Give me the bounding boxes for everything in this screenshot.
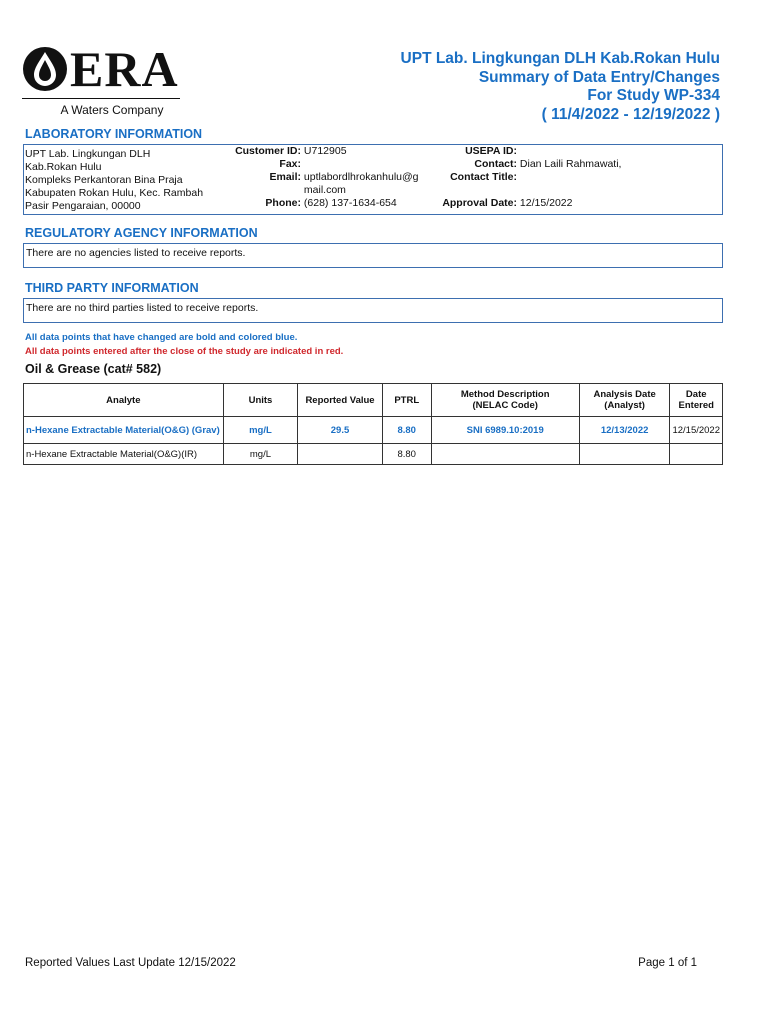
era-logo [22, 41, 182, 117]
address-line: Kab.Rokan Hulu [25, 161, 102, 173]
cell-ptrl: 8.80 [382, 417, 431, 444]
cell-units: mg/L [223, 444, 298, 465]
note-late: All data points entered after the close of the study are indicated in red. [25, 346, 344, 357]
third-party-text: There are no third parties listed to receive reports. [26, 302, 259, 314]
cell-analyte: n-Hexane Extractable Material(O&G) (Grav) [24, 417, 224, 444]
email-cont: mail.com [303, 184, 346, 196]
note-changed: All data points that have changed are bold and colored blue. [25, 332, 298, 343]
col-analysis-l1: Analysis Date [593, 389, 656, 400]
cell-ptrl: 8.80 [382, 444, 431, 465]
email: uptlabordlhrokanhulu@g [303, 171, 419, 183]
lab-address [25, 148, 235, 213]
lab-contact-col [224, 145, 434, 210]
third-party-box [23, 298, 723, 323]
footer-page-number: Page 1 of 1 [638, 957, 697, 969]
approval-date: 12/15/2022 [519, 197, 573, 209]
regulatory-text: There are no agencies listed to receive reports. [26, 247, 246, 259]
regulatory-heading: REGULATORY AGENCY INFORMATION [25, 226, 258, 240]
customer-id: U712905 [303, 145, 347, 157]
col-analyte: Analyte [24, 384, 224, 417]
col-entered [670, 384, 723, 417]
phone-label: Phone: [265, 197, 301, 209]
cell-analysis: 12/13/2022 [579, 417, 670, 444]
col-method-l1: Method Description [460, 389, 550, 400]
col-method-l2: (NELAC Code) [472, 400, 538, 411]
col-analysis [579, 384, 670, 417]
cell-reported [298, 444, 383, 465]
title-line-1: UPT Lab. Lingkungan DLH Kab.Rokan Hulu [400, 50, 720, 67]
footer-last-update: Reported Values Last Update 12/15/2022 [25, 957, 236, 969]
cell-units: mg/L [223, 417, 298, 444]
cell-analysis [579, 444, 670, 465]
email-label: Email: [269, 171, 301, 183]
address-line: Pasir Pengaraian, 00000 [25, 200, 141, 212]
third-party-heading: THIRD PARTY INFORMATION [25, 281, 199, 295]
cell-entered: 12/15/2022 [670, 417, 723, 444]
contact-label: Contact: [474, 158, 517, 170]
title-line-4: ( 11/4/2022 - 12/19/2022 ) [541, 105, 720, 123]
cell-entered [670, 444, 723, 465]
logo-subtitle: A Waters Company [60, 103, 164, 117]
title-line-3: For Study WP-334 [587, 87, 720, 104]
address-line: Kabupaten Rokan Hulu, Kec. Rambah [25, 187, 204, 199]
table-row [24, 444, 723, 465]
cell-method [431, 444, 579, 465]
phone: (628) 137-1634-654 [303, 197, 397, 209]
study-title: Oil & Grease (cat# 582) [25, 362, 162, 376]
cell-reported: 29.5 [298, 417, 383, 444]
table-header-row [24, 384, 723, 417]
logo-text: ERA [70, 41, 179, 97]
contact-title-label: Contact Title: [450, 171, 517, 183]
col-method [431, 384, 579, 417]
address-line: Kompleks Perkantoran Bina Praja [25, 174, 183, 186]
usepa-label: USEPA ID: [465, 145, 517, 157]
cell-method: SNI 6989.10:2019 [431, 417, 579, 444]
report-title [401, 50, 720, 124]
lab-usepa-col [434, 145, 724, 210]
lab-info-box [23, 144, 723, 215]
table-row [24, 417, 723, 444]
results-table [23, 383, 723, 465]
lab-heading: LABORATORY INFORMATION [25, 127, 203, 141]
address-line: UPT Lab. Lingkungan DLH [25, 148, 151, 160]
customer-id-label: Customer ID: [235, 145, 301, 157]
logo-divider [22, 98, 180, 99]
col-reported: Reported Value [298, 384, 383, 417]
col-entered-l2: Entered [678, 400, 714, 411]
drop-icon [22, 46, 68, 92]
approval-label: Approval Date: [442, 197, 517, 209]
col-units: Units [223, 384, 298, 417]
contact: Dian Laili Rahmawati, [519, 158, 622, 170]
title-line-2: Summary of Data Entry/Changes [478, 68, 720, 86]
col-entered-l1: Date [685, 389, 707, 400]
col-analysis-l2: (Analyst) [604, 400, 645, 411]
col-ptrl: PTRL [382, 384, 431, 417]
fax-label: Fax: [279, 158, 301, 170]
cell-analyte: n-Hexane Extractable Material(O&G)(IR) [24, 444, 224, 465]
regulatory-box [23, 243, 723, 268]
